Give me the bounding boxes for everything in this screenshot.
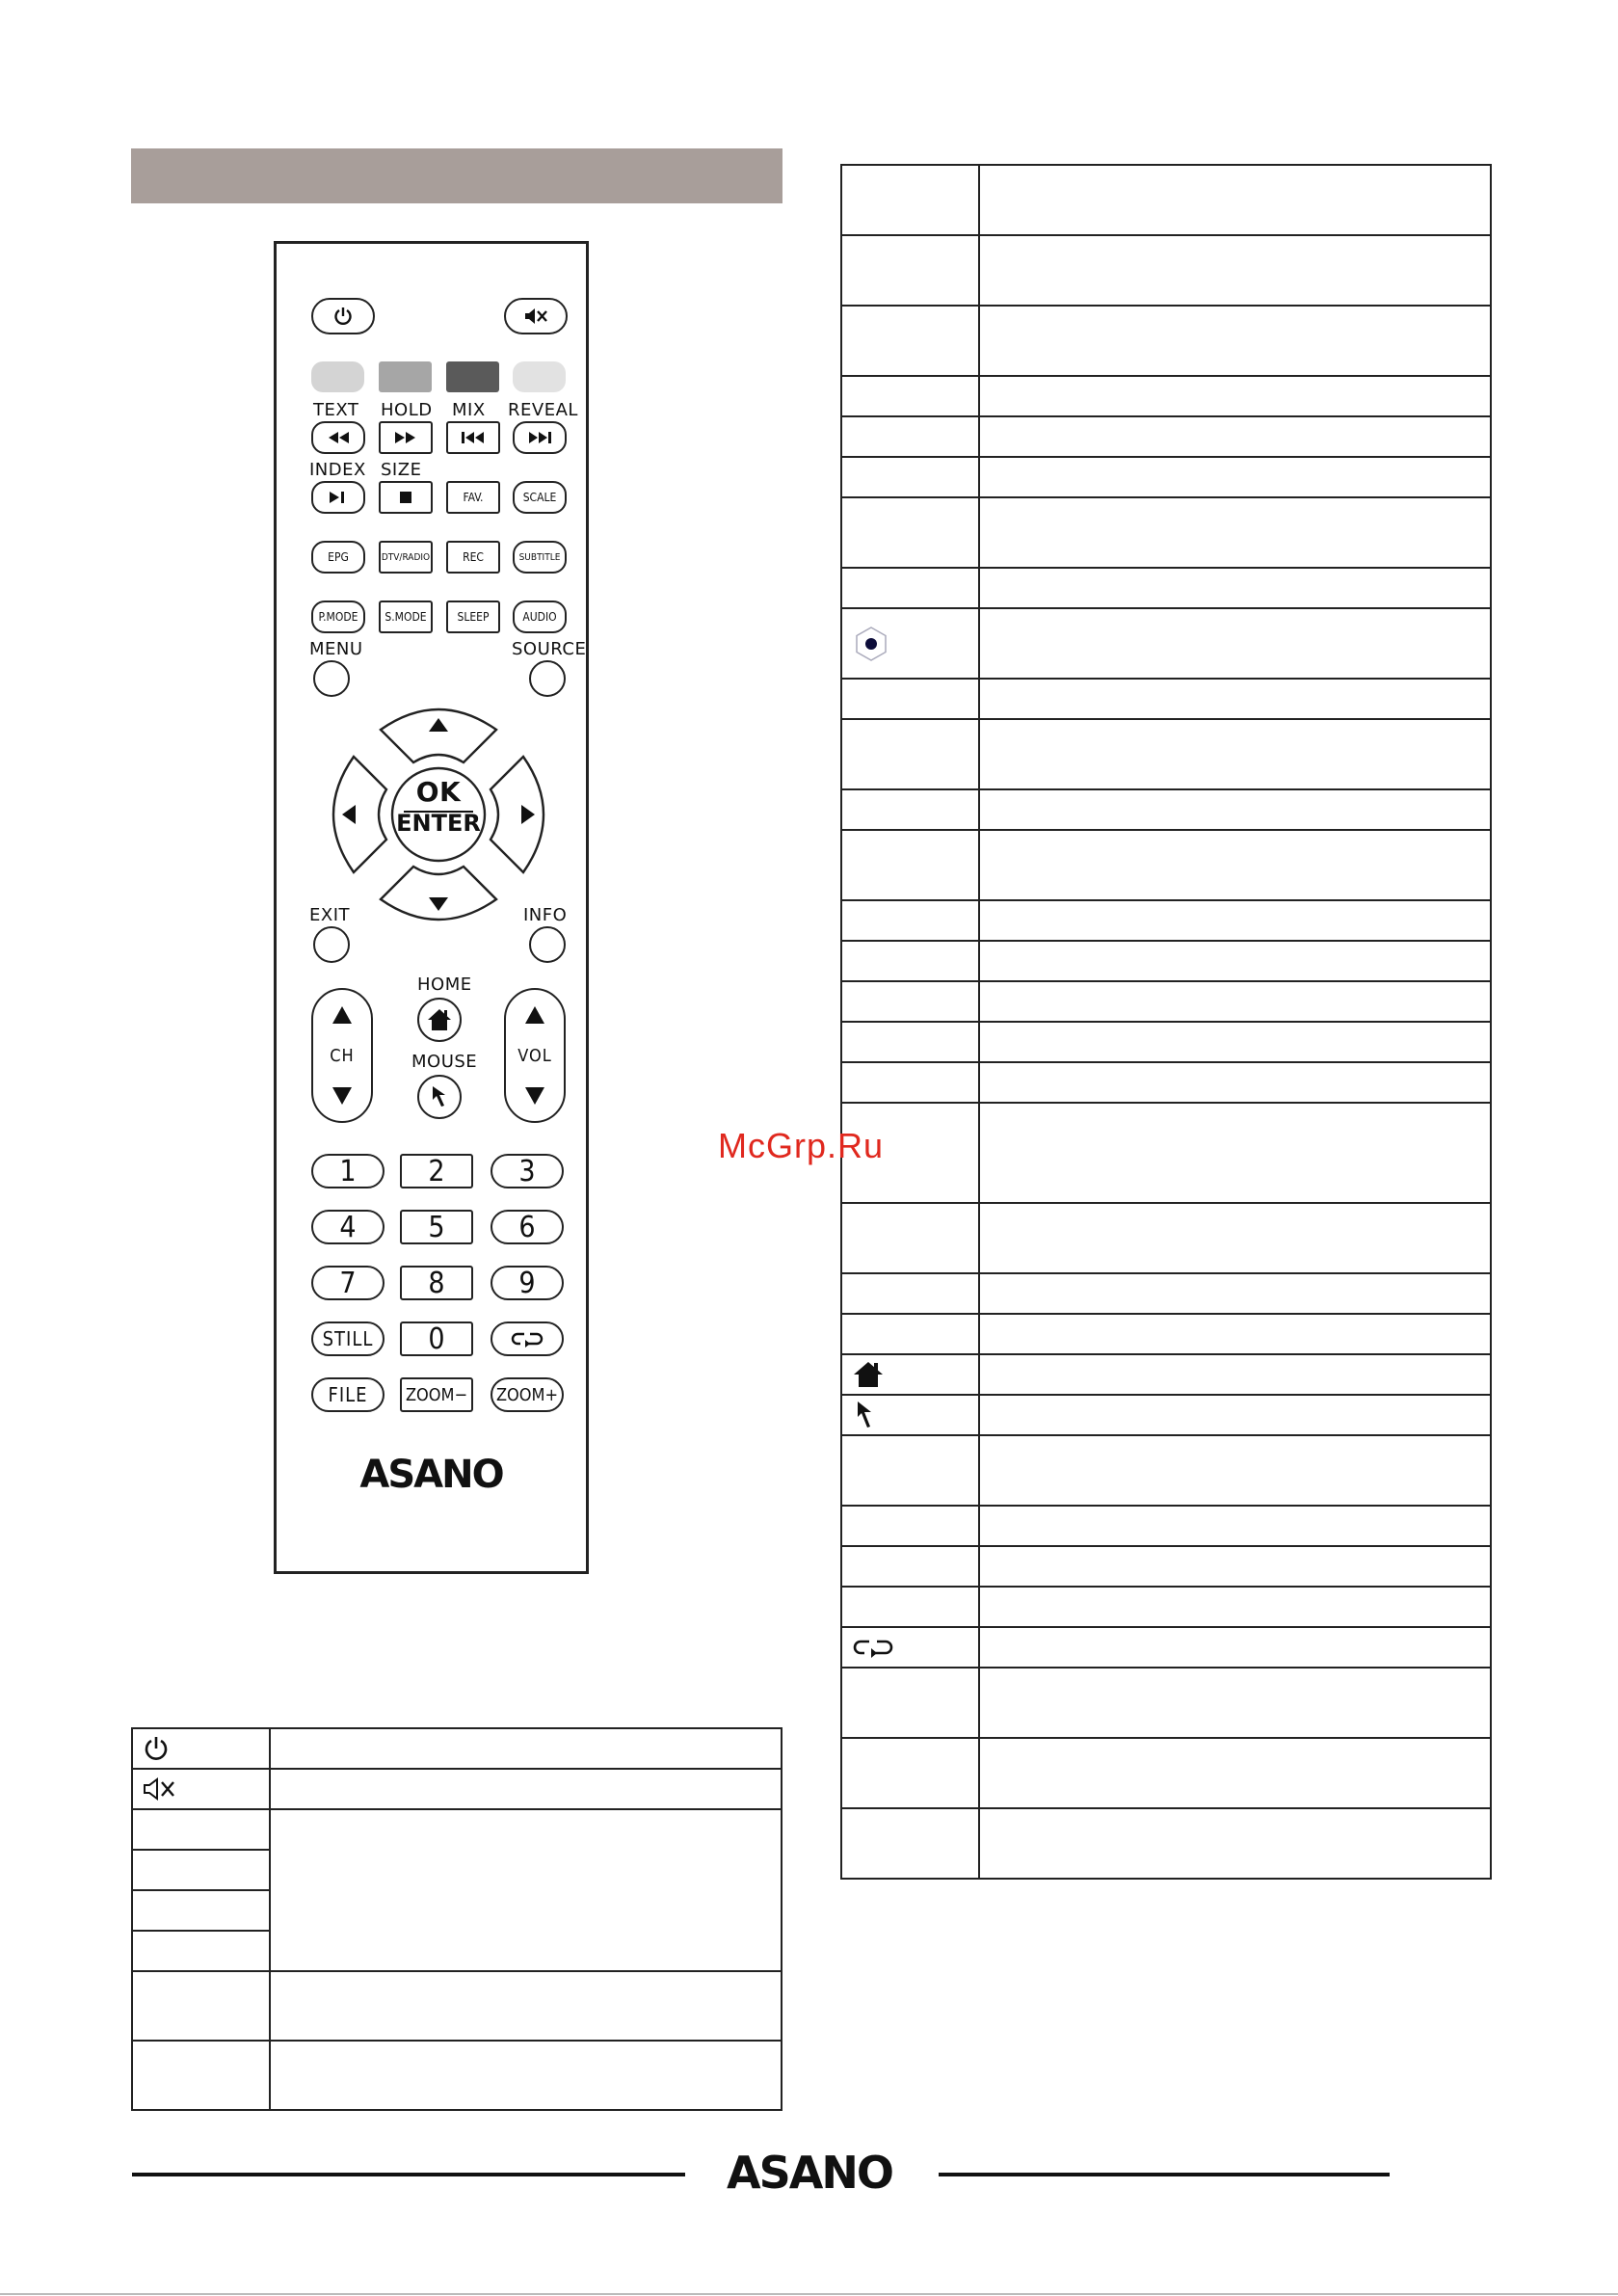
description-cell: [270, 1971, 782, 2041]
table-row: [132, 1971, 782, 2041]
scale-button[interactable]: SCALE: [513, 481, 567, 514]
description-cell: [979, 941, 1491, 981]
text-label: TEXT: [313, 400, 359, 420]
digit-4-button[interactable]: 4: [311, 1210, 385, 1244]
key-cell: [841, 1314, 979, 1354]
volume-up-icon[interactable]: [524, 1005, 545, 1025]
description-cell: [979, 1354, 1491, 1395]
description-cell: [979, 1587, 1491, 1627]
description-cell: [979, 830, 1491, 900]
description-cell: [979, 900, 1491, 941]
file-button[interactable]: FILE: [311, 1377, 385, 1412]
table-row: [841, 1668, 1491, 1738]
key-cell: [841, 457, 979, 497]
description-cell: [979, 1435, 1491, 1506]
description-cell: [979, 1062, 1491, 1103]
table-row: [841, 497, 1491, 568]
key-cell: [841, 1273, 979, 1314]
key-cell: [132, 1809, 270, 1850]
table-row: [841, 679, 1491, 719]
key-cell: [841, 376, 979, 416]
digit-2-button[interactable]: 2: [400, 1154, 473, 1188]
sound-mode-button[interactable]: S.MODE: [379, 601, 433, 633]
mute-icon: [523, 307, 548, 326]
description-cell: [979, 1546, 1491, 1587]
blue-key[interactable]: [513, 361, 566, 392]
description-cell: [270, 1728, 782, 1769]
info-button[interactable]: [529, 926, 566, 963]
mute-icon: [143, 1777, 177, 1801]
digit-6-button[interactable]: 6: [491, 1210, 564, 1244]
table-row: [132, 1769, 782, 1809]
table-row: [841, 165, 1491, 235]
remote-brand-logo: ASANO: [359, 1453, 503, 1497]
table-row: [841, 1022, 1491, 1062]
description-cell: [979, 1738, 1491, 1808]
right-function-table: [840, 164, 1492, 1880]
description-cell: [979, 1627, 1491, 1668]
description-cell: [979, 1273, 1491, 1314]
key-cell: [841, 1546, 979, 1587]
stop-icon: [399, 491, 412, 504]
table-row: [841, 1587, 1491, 1627]
description-cell: [979, 789, 1491, 830]
home-button[interactable]: [417, 998, 462, 1042]
description-cell: [979, 1103, 1491, 1203]
table-row: [841, 608, 1491, 679]
zoom-plus-button[interactable]: ZOOM+: [491, 1377, 564, 1412]
description-cell: [979, 1314, 1491, 1354]
key-cell: [841, 981, 979, 1022]
next-button[interactable]: [513, 421, 567, 454]
right-arrow-button[interactable]: [491, 757, 544, 872]
table-row: [841, 941, 1491, 981]
next-icon: [526, 431, 553, 444]
table-row: [841, 235, 1491, 306]
key-cell: [841, 1203, 979, 1273]
ch-label: CH: [330, 1045, 355, 1066]
description-cell: [979, 1506, 1491, 1546]
key-cell: [841, 1506, 979, 1546]
volume-rocker[interactable]: [504, 988, 566, 1123]
digit-9-button[interactable]: 9: [491, 1266, 564, 1300]
home-icon: [426, 1007, 453, 1032]
description-cell: [979, 497, 1491, 568]
digit-7-button[interactable]: 7: [311, 1266, 385, 1300]
yellow-key[interactable]: [446, 361, 499, 392]
source-label: SOURCE: [512, 639, 587, 659]
key-cell: [841, 1587, 979, 1627]
ok-label: OK: [415, 776, 462, 808]
fast-forward-icon: [393, 431, 418, 444]
table-row: [841, 830, 1491, 900]
digit-0-button[interactable]: 0: [400, 1322, 473, 1356]
table-row: [841, 1203, 1491, 1273]
recall-button[interactable]: [491, 1322, 564, 1356]
table-row: [841, 900, 1491, 941]
key-cell: [841, 941, 979, 981]
digit-5-button[interactable]: 5: [400, 1210, 473, 1244]
picture-mode-button[interactable]: P.MODE: [311, 601, 365, 633]
key-cell: [132, 1931, 270, 1971]
enter-label: ENTER: [396, 810, 481, 837]
table-row: [132, 1728, 782, 1769]
table-row: [841, 1354, 1491, 1395]
key-cell: [841, 1395, 979, 1435]
rewind-button[interactable]: [311, 421, 365, 454]
index-label: INDEX: [309, 460, 366, 480]
power-icon: [143, 1735, 170, 1762]
key-cell: [841, 608, 979, 679]
key-cell: [841, 1354, 979, 1395]
up-arrow-button[interactable]: [381, 709, 496, 762]
menu-button[interactable]: [313, 660, 350, 697]
digit-8-button[interactable]: 8: [400, 1266, 473, 1300]
table-row: [841, 789, 1491, 830]
home-icon: [852, 1360, 885, 1389]
description-cell: [979, 1022, 1491, 1062]
previous-button[interactable]: [446, 421, 500, 454]
key-cell: [841, 568, 979, 608]
remote-mute-button[interactable]: [504, 298, 568, 334]
table-row: [841, 1627, 1491, 1668]
key-cell: [841, 1738, 979, 1808]
table-row: [841, 981, 1491, 1022]
description-cell: [979, 608, 1491, 679]
channel-up-icon[interactable]: [332, 1005, 353, 1025]
section-header-band: [131, 148, 782, 203]
table-row: [132, 2041, 782, 2110]
key-cell: [841, 416, 979, 457]
epg-button[interactable]: EPG: [311, 541, 365, 574]
exit-button[interactable]: [313, 926, 350, 963]
power-icon: [332, 306, 354, 327]
digit-1-button[interactable]: 1: [311, 1154, 385, 1188]
remote-power-button[interactable]: [311, 298, 375, 334]
fav-button[interactable]: FAV.: [446, 481, 500, 514]
volume-down-icon[interactable]: [524, 1086, 545, 1106]
recall-icon: [852, 1637, 894, 1658]
left-arrow-button[interactable]: [333, 757, 386, 872]
info-label: INFO: [523, 905, 568, 925]
footer-rule-right: [939, 2173, 1390, 2176]
key-cell: [841, 1022, 979, 1062]
source-button[interactable]: [529, 660, 566, 697]
key-cell: [841, 719, 979, 789]
table-row: [841, 1546, 1491, 1587]
remote-control-illustration: [274, 241, 589, 1574]
description-cell: [270, 1769, 782, 1809]
stop-button[interactable]: [379, 481, 433, 514]
rec-button[interactable]: REC: [446, 541, 500, 574]
size-label: SIZE: [381, 460, 422, 480]
description-cell: [979, 568, 1491, 608]
play-pause-button[interactable]: [311, 481, 365, 514]
key-cell: [132, 1728, 270, 1769]
description-cell: [979, 376, 1491, 416]
hold-label: HOLD: [381, 400, 433, 420]
table-row: [841, 568, 1491, 608]
description-cell: [979, 981, 1491, 1022]
home-label: HOME: [417, 974, 472, 995]
key-cell: [841, 235, 979, 306]
description-cell: [979, 1203, 1491, 1273]
key-cell: [132, 2041, 270, 2110]
reveal-label: REVEAL: [508, 400, 578, 420]
still-button[interactable]: STILL: [311, 1322, 385, 1356]
table-row: [841, 719, 1491, 789]
key-cell: [841, 306, 979, 376]
description-cell: [270, 1809, 782, 1971]
table-row: [841, 1435, 1491, 1506]
table-row: [841, 1738, 1491, 1808]
play-pause-icon: [327, 491, 350, 504]
fast-forward-button[interactable]: [379, 421, 433, 454]
key-cell: [841, 789, 979, 830]
sleep-button[interactable]: SLEEP: [446, 601, 500, 633]
description-cell: [979, 719, 1491, 789]
table-row: [841, 1273, 1491, 1314]
description-cell: [270, 2041, 782, 2110]
key-cell: [132, 1850, 270, 1890]
channel-rocker[interactable]: [311, 988, 373, 1123]
left-function-table: [131, 1727, 782, 2111]
table-row: [841, 1314, 1491, 1354]
table-row: [841, 457, 1491, 497]
description-cell: [979, 416, 1491, 457]
mouse-button[interactable]: [417, 1075, 462, 1119]
key-cell: [841, 900, 979, 941]
table-row: [841, 1103, 1491, 1203]
red-key[interactable]: [311, 361, 364, 392]
green-key[interactable]: [379, 361, 432, 392]
key-cell: [841, 1627, 979, 1668]
description-cell: [979, 679, 1491, 719]
description-cell: [979, 457, 1491, 497]
exit-label: EXIT: [309, 905, 351, 925]
table-row: [132, 1809, 782, 1850]
key-cell: [132, 1971, 270, 2041]
key-cell: [132, 1769, 270, 1809]
subtitle-button[interactable]: SUBTITLE: [513, 541, 567, 574]
table-row: [841, 306, 1491, 376]
page-bottom-edge: [0, 2293, 1618, 2295]
description-cell: [979, 306, 1491, 376]
key-cell: [841, 497, 979, 568]
table-row: [841, 376, 1491, 416]
mouse-cursor-icon: [852, 1400, 877, 1430]
key-cell: [841, 165, 979, 235]
table-row: [841, 1506, 1491, 1546]
mouse-cursor-icon: [429, 1084, 450, 1109]
description-cell: [979, 1808, 1491, 1879]
mouse-label: MOUSE: [411, 1052, 478, 1072]
zoom-minus-button[interactable]: ZOOM−: [400, 1377, 473, 1412]
dtv-radio-button[interactable]: DTV/RADIO: [379, 541, 433, 574]
key-cell: [841, 830, 979, 900]
key-cell: [841, 679, 979, 719]
channel-down-icon[interactable]: [332, 1086, 353, 1106]
description-cell: [979, 165, 1491, 235]
footer-brand-logo: ASANO: [727, 2147, 892, 2199]
table-row: [841, 1395, 1491, 1435]
recall-icon: [511, 1330, 544, 1348]
key-cell: [841, 1435, 979, 1506]
watermark-text: McGrp.Ru: [718, 1126, 885, 1165]
mix-label: MIX: [452, 400, 486, 420]
rewind-icon: [326, 431, 351, 444]
table-row: [841, 1808, 1491, 1879]
key-cell: [841, 1808, 979, 1879]
key-cell: [841, 1668, 979, 1738]
digit-3-button[interactable]: 3: [491, 1154, 564, 1188]
dot-icon: [852, 625, 890, 663]
menu-label: MENU: [309, 639, 363, 659]
down-arrow-button[interactable]: [381, 867, 496, 920]
description-cell: [979, 1395, 1491, 1435]
description-cell: [979, 235, 1491, 306]
key-cell: [841, 1062, 979, 1103]
audio-button[interactable]: AUDIO: [513, 601, 567, 633]
table-row: [841, 1062, 1491, 1103]
vol-label: VOL: [517, 1045, 552, 1066]
footer-rule-left: [132, 2173, 685, 2176]
table-row: [841, 416, 1491, 457]
description-cell: [979, 1668, 1491, 1738]
prev-icon: [460, 431, 487, 444]
key-cell: [132, 1890, 270, 1931]
